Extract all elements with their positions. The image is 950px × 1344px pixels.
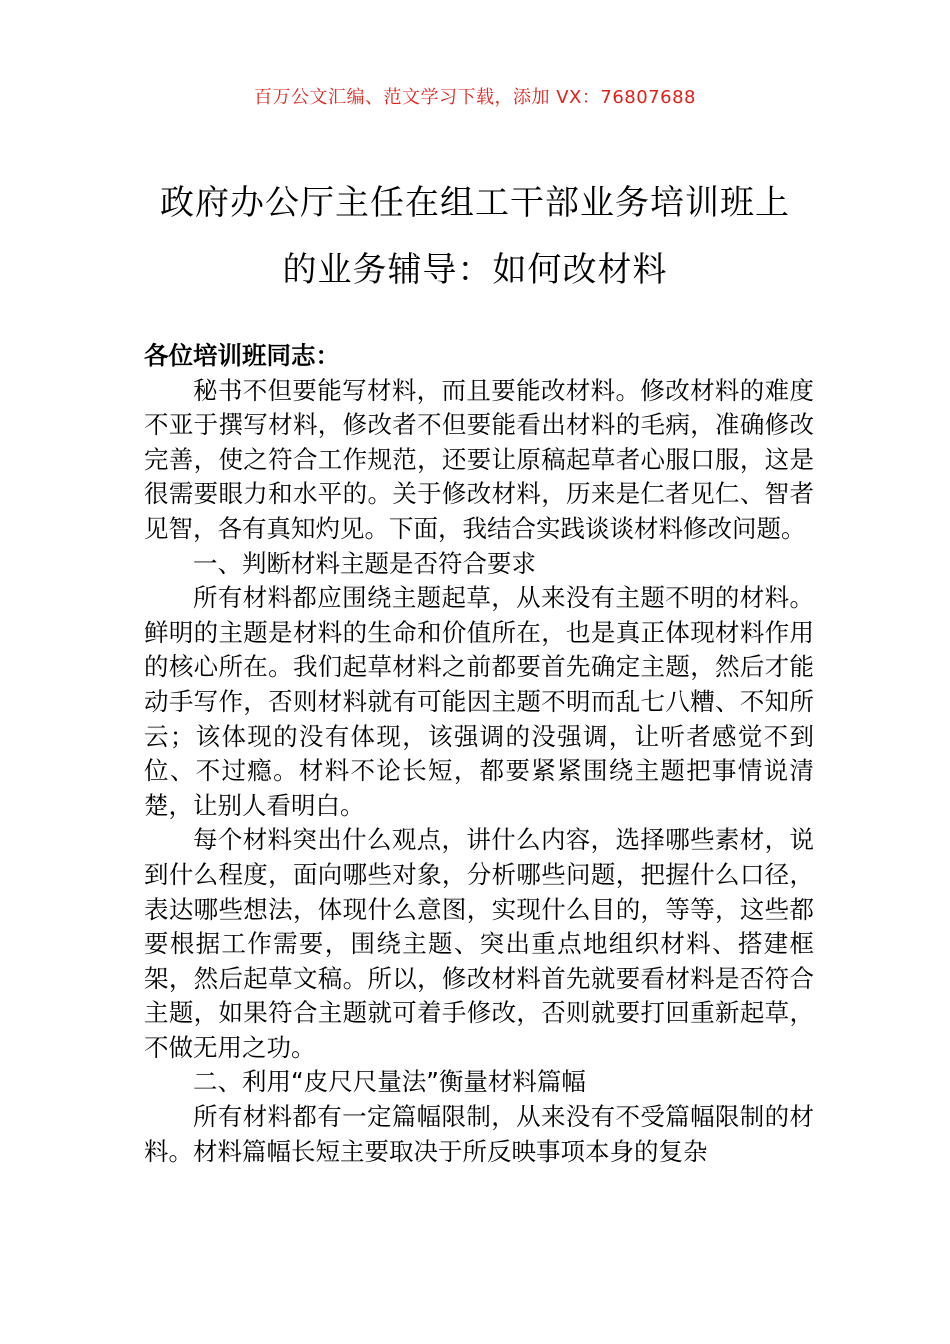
greeting: 各位培训班同志： [144,341,340,370]
paragraph: 所有材料都有一定篇幅限制，从来没有不受篇幅限制的材料。材料篇幅长短主要取决于所反映事项本身的复杂 [144,1102,814,1166]
header-note: 百万公文汇编、范文学习下载，添加 VX：76807688 [254,87,696,108]
document-body [144,339,814,1169]
document-title-line-2: 的业务辅导：如何改材料 [282,250,668,290]
section-heading-2: 二、利用“皮尺尺量法”衡量材料篇幅 [193,1067,586,1097]
paragraph: 每个材料突出什么观点，讲什么内容，选择哪些素材，说到什么程度，面向哪些对象，分析哪些问题，把握什么口径，表达哪些想法，体现什么意图，实现什么目的，等等，这些都要根据工作需要，围绕主题、突出重点地组织材料、搭建框架，然后起草文稿。所以，修改材料首先就要看材料是否符合主题，如果符合主题就可着手修改，否则就要打回重新起草，不做无用之功。 [144,825,814,1062]
paragraph: 所有材料都应围绕主题起草，从来没有主题不明的材料。鲜明的主题是材料的生命和价值所在，也是真正体现材料作用的核心所在。我们起草材料之前都要首先确定主题，然后才能动手写作，否则材料就有可能因主题不明而乱七八糟、不知所云；该体现的没有体现，该强调的没强调，让听者感觉不到位、不过瘾。材料不论长短，都要紧紧围绕主题把事情说清楚，让别人看明白。 [144,583,814,820]
document-title-line-1: 政府办公厅主任在组工干部业务培训班上 [160,183,790,223]
section-heading-1: 一、判断材料主题是否符合要求 [193,548,536,578]
paragraph-intro: 秘书不但要能写材料，而且要能改材料。修改材料的难度不亚于撰写材料，修改者不但要能看出材料的毛病，准确修改完善，使之符合工作规范，还要让原稿起草者心服口服，这是很需要眼力和水平的。关于修改材料，历来是仁者见仁、智者见智，各有真知灼见。下面，我结合实践谈谈材料修改问题。 [144,375,814,543]
